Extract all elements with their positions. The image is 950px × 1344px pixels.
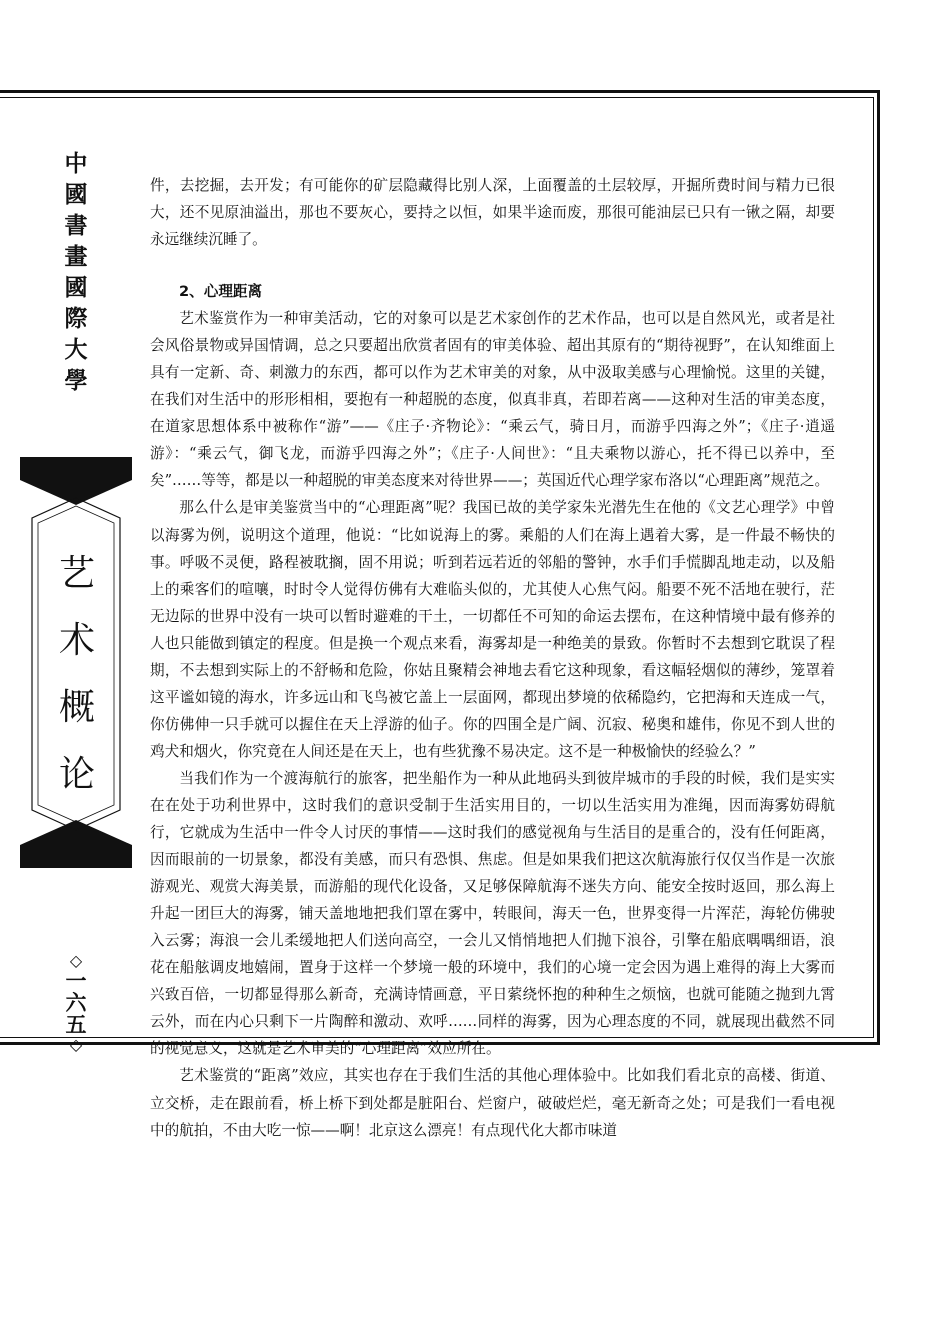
book-title-char: 论 (58, 754, 95, 795)
page-number-char: 六 (65, 990, 87, 1015)
diamond-icon: ◇ (69, 951, 83, 970)
paragraph: 艺术鉴赏作为一种审美活动，它的对象可以是艺术家创作的艺术作品，也可以是自然风光，或者是社会风俗景物或异国情调，总之只要超出欣赏者固有的审美体验、超出其原有的“期待视野”，在认知维面上具有一定新、奇、刺激力的东西，都可以作为艺术审美的对象，从中汲取美感与心理愉悦。这里的关键，在我们对生活中的形形相相，要抱有一种超脱的态度，似真非真，若即若离——这种对生活的审美态度，在道家思想体系中被称作“游”——《庄子·齐物论》：“乘云气，骑日月，而游乎四海之外”；《庄子·逍遥游》：“乘云气，御飞龙，而游乎四海之外”；《庄子·人间世》：“且夫乘物以游心，托不得已以养中，至矣”……等等，都是以一种超脱的审美态度来对待世界——；英国近代心理学家布洛以“心理距离”规范之。 (150, 310, 835, 490)
book-title-char: 概 (58, 687, 95, 728)
school-char: 畫 (64, 243, 88, 270)
book-title-char: 艺 (58, 553, 95, 594)
school-char: 中 (64, 150, 88, 177)
school-char: 書 (64, 212, 88, 239)
page-number (58, 952, 94, 1054)
diamond-icon: ◇ (69, 1035, 83, 1054)
school-char: 際 (64, 305, 88, 332)
book-title-vertical (47, 540, 107, 808)
body-text (150, 172, 835, 1144)
paragraph: 那么什么是审美鉴赏当中的“心理距离”呢？我国已故的美学家朱光潜先生在他的《文艺心理学》中曾以海雾为例，说明这个道理，他说：“比如说海上的雾。乘船的人们在海上遇着大雾，是一件最不畅快的事。呼吸不灵便，路程被耽搁，固不用说；听到若远若近的邻船的警钟，水手们手慌脚乱地走动，以及船上的乘客们的喧嚷，时时令人觉得仿佛有大难临头似的，尤其使人心焦气闷。船要不死不活地在驶行，茫无边际的世界中没有一块可以暂时避难的干土，一切都任不可知的命运去摆布，在这种情境中最有修养的人也只能做到镇定的程度。但是换一个观点来看，海雾却是一种绝美的景致。你暂时不去想到它耽误了程期，不去想到实际上的不舒畅和危险，你姑且聚精会神地去看它这种现象，看这幅轻烟似的薄纱，笼罩着这平谧如镜的海水，许多远山和飞鸟被它盖上一层面网，都现出梦境的依稀隐约，它把海和天连成一气，你仿佛伸一只手就可以握住在天上浮游的仙子。你的四围全是广阔、沉寂、秘奥和雄伟，你见不到人世的鸡犬和烟火，你究竟在人间还是在天上，也有些犹豫不易决定。这不是一种极愉快的经验么？” (150, 499, 835, 760)
school-char: 大 (64, 336, 88, 363)
paragraph: 当我们作为一个渡海航行的旅客，把坐船作为一种从此地码头到彼岸城市的手段的时候，我们是实实在在处于功利世界中，这时我们的意识受制于生活实用目的，一切以生活实用为准绳，因而海雾妨碍航行，它就成为生活中一件令人讨厌的事情——这时我们的感觉视角与生活目的是重合的，没有任何距离，因而眼前的一切景象，都没有美感，而只有恐惧、焦虑。但是如果我们把这次航海旅行仅仅当作是一次旅游观光、观赏大海美景，而游船的现代化设备，又足够保障航海不迷失方向、能安全按时返回，那么海上升起一团巨大的海雾，铺天盖地地把我们罩在雾中，转眼间，海天一色，世界变得一片浑茫，海轮仿佛驶入云雾；海浪一会儿柔缓地把人们送向高空，一会儿又悄悄地把人们抛下浪谷，引擎在船底喁喁细语，浪花在船舷调皮地嬉闹，置身于这样一个梦境一般的环境中，我们的心境一定会因为遇上难得的海上大雾而兴致百倍，一切都显得那么新奇，充满诗情画意，平日萦绕怀抱的种种生之烦恼，也就可能随之抛到九霄云外，而在内心只剩下一片陶醉和激动、欢呼……同样的海雾，因为心理态度的不同，就展现出截然不同的视觉意义，这就是艺术审美的“心理距离”效应所在。 (150, 769, 835, 1058)
paragraph: 件，去挖掘，去开发；有可能你的矿层隐藏得比别人深，上面覆盖的土层较厚，开掘所费时间与精力已很大，还不见原油溢出，那也不要灰心，要持之以恒，如果半途而废，那很可能油层已只有一锹之隔，却要永远继续沉睡了。 (150, 177, 835, 249)
section-heading: 2、心理距离 (179, 283, 263, 301)
page-number-char: 一 (65, 968, 87, 993)
school-char: 學 (64, 367, 88, 394)
page-number-char: 五 (65, 1012, 87, 1037)
school-char: 國 (64, 274, 88, 301)
school-char: 國 (64, 181, 88, 208)
book-title-char: 术 (58, 620, 95, 661)
paragraph: 艺术鉴赏的“距离”效应，其实也存在于我们生活的其他心理体验中。比如我们看北京的高楼、街道、立交桥，走在跟前看，桥上桥下到处都是脏阳台、烂窗户，破破烂烂，毫无新奇之处；可是我们一看电视中的航拍，不由大吃一惊——啊！北京这么漂亮！有点现代化大都市味道 (150, 1067, 835, 1139)
